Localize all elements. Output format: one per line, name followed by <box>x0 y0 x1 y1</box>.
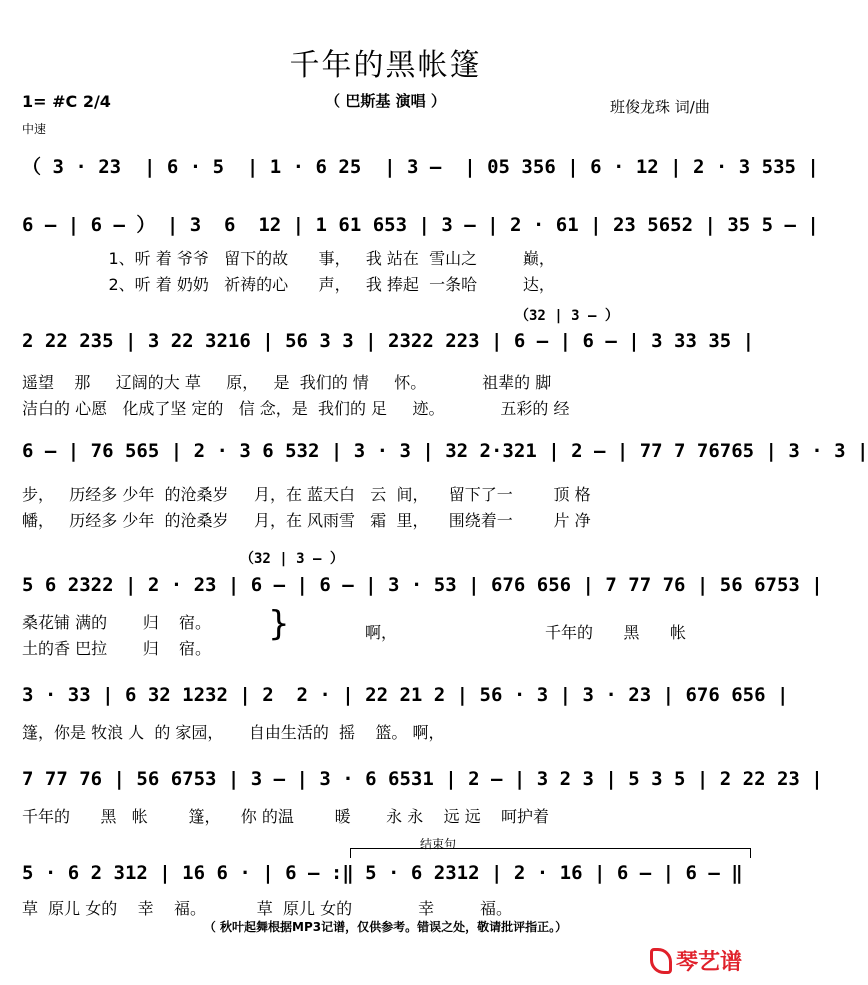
lyric-line-9: 篷，你是 牧浪 人 的 家园， 自由生活的 摇 篮。 啊， <box>22 723 445 742</box>
ending-bracket-right <box>750 848 751 858</box>
ending-bracket <box>350 848 750 849</box>
singer-credit: （ 巴斯基 演唱 ） <box>325 92 446 110</box>
lyric-line-8: 土的香 巴拉 归 宿。 <box>22 639 212 658</box>
notation-line-4: 6 – | 76 565 | 2 · 3 6 532 | 3 · 3 | 32 2·321 | 2 – | 77 7 76765 | 3 · 3 | <box>22 440 868 462</box>
lyric-line-5: 步， 历经多 少年 的沧桑岁 月，在 蓝天白 云 间， 留下了一 顶 格 <box>22 485 591 504</box>
logo-text: 琴艺谱 <box>676 950 743 975</box>
repeat-annotation-1: （32 | 3 – ） <box>515 308 619 324</box>
chorus-word-b: 千年的 黑 帐 <box>545 623 687 642</box>
tempo-marking: 中速 <box>22 122 47 136</box>
notation-line-7: 7 77 76 | 56 6753 | 3 – | 3 · 6 6531 | 2 – | 3 2 3 | 5 3 5 | 2 22 23 | <box>22 768 823 790</box>
lyric-line-4: 洁白的 心愿 化成了坚 定的 信 念，是 我们的 足 迹。 五彩的 经 <box>22 399 570 418</box>
lyric-line-6: 幡， 历经多 少年 的沧桑岁 月，在 风雨雪 霜 里， 围绕着一 片 净 <box>22 511 591 530</box>
ending-label: 结束句 <box>420 837 457 851</box>
footnote: （ 秋叶起舞根据MP3记谱，仅供参考。错误之处，敬请批评指正。） <box>203 920 568 934</box>
notation-line-2: 6 – | 6 – ） | 3 6 12 | 1 61 653 | 3 – | 2 · 61 | 23 5652 | 35 5 – | <box>22 214 819 236</box>
logo-icon <box>650 948 672 974</box>
lyric-line-1: 1、听 着 爷爷 留下的故 事， 我 站在 雪山之 巅， <box>22 249 555 268</box>
key-signature: 1= #C 2/4 <box>22 92 111 111</box>
ending-bracket-left <box>350 848 351 858</box>
lyric-line-11: 草 原儿 女的 幸 福。 草 原儿 女的 幸 福。 <box>22 899 512 918</box>
notation-line-6: 3 · 33 | 6 32 1232 | 2 2 · | 22 21 2 | 56 · 3 | 3 · 23 | 676 656 | <box>22 684 789 706</box>
site-logo <box>650 945 742 976</box>
lyric-line-7: 桑花铺 满的 归 宿。 <box>22 613 212 632</box>
page-title: 千年的黑帐篷 <box>289 48 482 83</box>
notation-line-5: 5 6 2322 | 2 · 23 | 6 – | 6 – | 3 · 53 | 676 656 | 7 77 76 | 56 6753 | <box>22 574 823 596</box>
lyric-line-3: 遥望 那 辽阔的大 草 原， 是 我们的 情 怀。 祖辈的 脚 <box>22 373 552 392</box>
notation-line-8: 5 · 6 2 312 | 16 6 · | 6 – :‖ 5 · 6 2312 | 2 · 16 | 6 – | 6 – ‖ <box>22 862 743 884</box>
author-credit: 班俊龙珠 词/曲 <box>610 98 710 116</box>
lyric-line-10: 千年的 黑 帐 篷， 你 的温 暖 永 永 远 远 呵护着 <box>22 807 550 826</box>
chorus-word-a: 啊， <box>365 623 398 642</box>
notation-line-3: 2 22 235 | 3 22 3216 | 56 3 3 | 2322 223 | 6 – | 6 – | 3 33 35 | <box>22 330 755 352</box>
lyric-line-2: 2、听 着 奶奶 祈祷的心 声， 我 捧起 一条哈 达， <box>22 275 555 294</box>
notation-line-1: （ 3 · 23 | 6 · 5 | 1 · 6 25 | 3 – | 05 356 | 6 · 12 | 2 · 3 535 | <box>22 156 819 178</box>
repeat-annotation-2: （32 | 3 – ） <box>240 551 344 567</box>
verse-brace: } <box>268 604 290 644</box>
